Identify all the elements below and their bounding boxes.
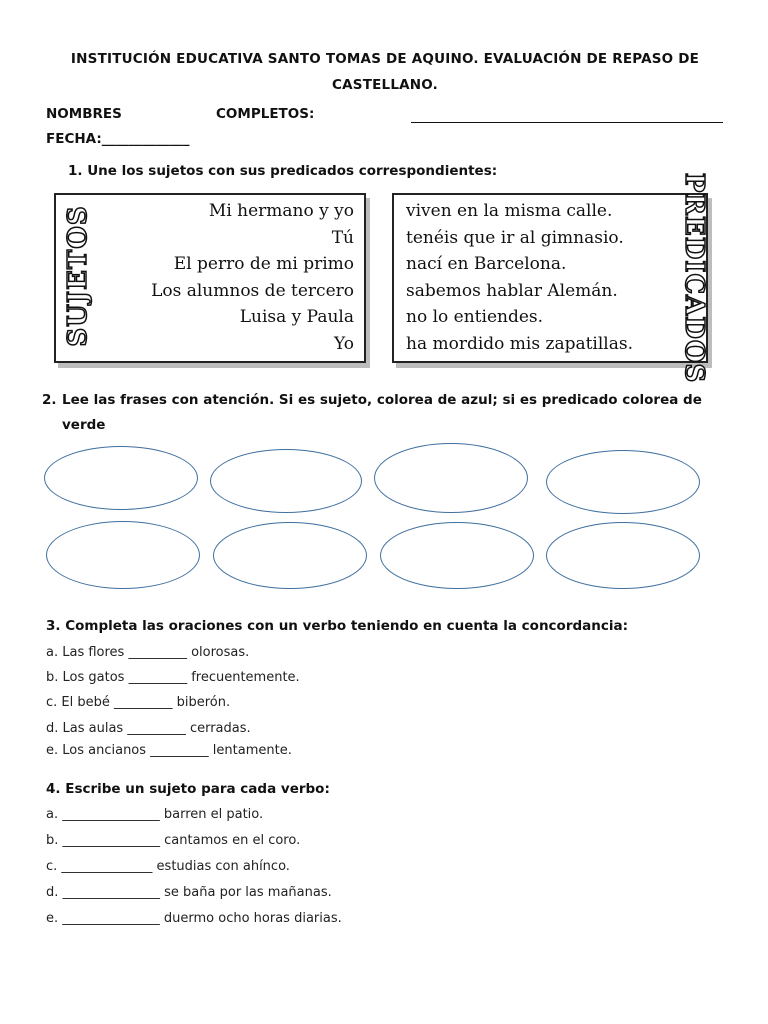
q3-item[interactable]: a. Las flores _________ olorosas. — [46, 645, 250, 660]
completos-label: COMPLETOS: — [216, 106, 315, 122]
name-blank-line[interactable] — [411, 105, 723, 123]
color-oval[interactable] — [374, 443, 528, 513]
color-oval[interactable] — [546, 522, 700, 589]
color-oval[interactable] — [380, 522, 534, 589]
q2-text-line1: Lee las frases con atención. Si es sujeto, colorea de azul; si es predicado colorea de — [62, 392, 702, 408]
color-oval[interactable] — [210, 449, 362, 513]
subject-item[interactable]: Luisa y Paula — [239, 307, 354, 327]
q2-number: 2. — [42, 392, 57, 408]
q4-item[interactable]: c. ______________ estudias con ahínco. — [46, 859, 290, 874]
q2-instructions — [42, 388, 722, 438]
title-line-2: CASTELLANO. — [332, 77, 438, 93]
worksheet-title — [40, 46, 730, 98]
q4-item[interactable]: e. _______________ duermo ocho horas diarias. — [46, 911, 342, 926]
predicate-item[interactable]: no lo entiendes. — [406, 307, 544, 327]
subject-item[interactable]: Yo — [334, 333, 354, 354]
q4-item[interactable]: b. _______________ cantamos en el coro. — [46, 833, 301, 848]
color-oval[interactable] — [44, 446, 198, 510]
q3-item[interactable]: e. Los ancianos _________ lentamente. — [46, 743, 292, 758]
q4-item[interactable]: d. _______________ se baña por las mañanas. — [46, 885, 332, 900]
predicate-item[interactable]: viven en la misma calle. — [406, 201, 613, 221]
predicates-list — [406, 198, 706, 357]
subject-item[interactable]: Tú — [331, 227, 354, 248]
q3-item[interactable]: d. Las aulas _________ cerradas. — [46, 721, 251, 736]
color-oval[interactable] — [546, 450, 700, 514]
fecha-field: FECHA:_____________ — [46, 131, 190, 147]
predicados-side-label: PREDICADOS — [679, 172, 709, 384]
predicate-item[interactable]: sabemos hablar Alemán. — [406, 280, 618, 301]
subject-item[interactable]: Los alumnos de tercero — [151, 280, 354, 301]
predicate-item[interactable]: nací en Barcelona. — [406, 254, 567, 274]
q3-item[interactable]: b. Los gatos _________ frecuentemente. — [46, 670, 300, 685]
predicate-item[interactable]: ha mordido mis zapatillas. — [406, 333, 634, 354]
color-oval[interactable] — [213, 522, 367, 589]
sujetos-side-label: SUJETOS — [63, 205, 93, 347]
q4-title: 4. Escribe un sujeto para cada verbo: — [46, 781, 330, 797]
title-line-1: INSTITUCIÓN EDUCATIVA SANTO TOMAS DE AQUINO. EVALUACIÓN DE REPASO DE — [70, 51, 700, 67]
q2-text-line2: verde — [62, 417, 106, 433]
subject-item[interactable]: Mi hermano y yo — [208, 201, 354, 221]
subject-item[interactable]: El perro de mi primo — [173, 254, 354, 274]
nombres-label: NOMBRES — [46, 106, 122, 122]
q3-item[interactable]: c. El bebé _________ biberón. — [46, 695, 231, 710]
q4-item[interactable]: a. _______________ barren el patio. — [46, 807, 264, 822]
q3-title: 3. Completa las oraciones con un verbo teniendo en cuenta la concordancia: — [46, 618, 629, 634]
predicate-item[interactable]: tenéis que ir al gimnasio. — [406, 227, 624, 248]
q1-title: 1. Une los sujetos con sus predicados correspondientes: — [68, 163, 498, 179]
color-oval[interactable] — [46, 521, 200, 589]
subjects-list — [94, 198, 354, 357]
